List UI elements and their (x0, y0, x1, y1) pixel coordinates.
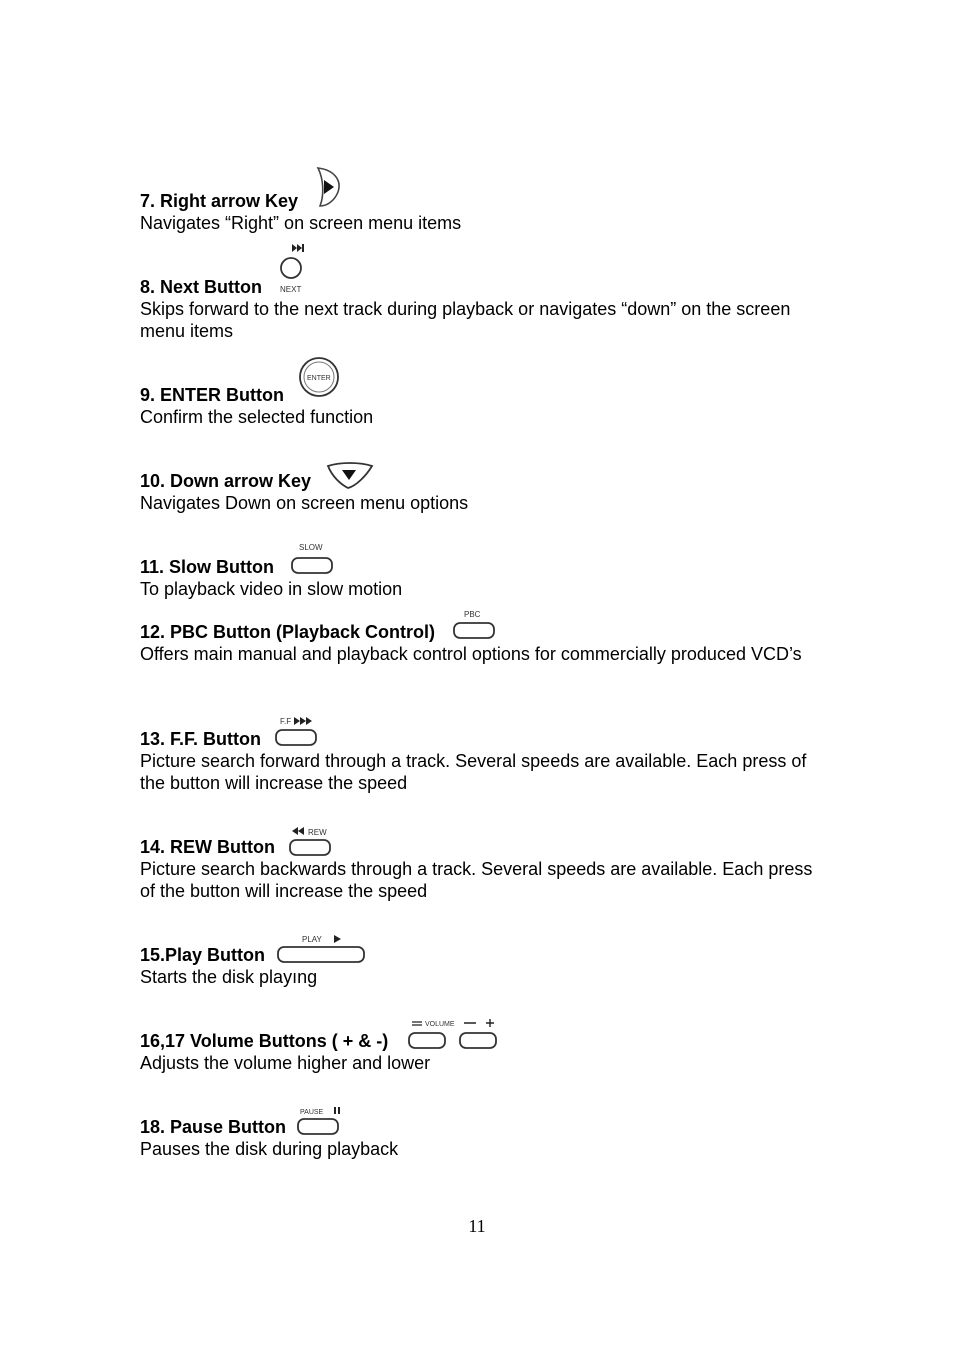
svg-text:ENTER: ENTER (307, 375, 331, 382)
entry-description: To playback video in slow motion (140, 579, 403, 599)
entry-title: 9. ENTER Button (140, 385, 284, 405)
entry-title: 8. Next Button (140, 277, 263, 297)
play-button-icon (276, 934, 370, 968)
enter-circle-icon (298, 356, 342, 400)
svg-text:SLOW: SLOW (299, 543, 323, 552)
svg-text:NEXT: NEXT (280, 285, 302, 294)
entry-description: Navigates Down on screen menu options (140, 493, 469, 513)
entry-description: Starts the disk playıng (140, 967, 318, 987)
entry-description: Picture search forward through a track. Several speeds are available. Each press of the button will increase the speed (140, 751, 807, 793)
entry-title: 16,17 Volume Buttons ( + & -) (140, 1031, 389, 1051)
entry-title: 7. Right arrow Key (140, 191, 299, 211)
entry-description: Pauses the disk during playback (140, 1139, 399, 1159)
next-circle-icon (278, 240, 312, 296)
entry-title: 18. Pause Button (140, 1117, 287, 1137)
entry-title: 11. Slow Button (140, 557, 275, 577)
svg-text:PAUSE: PAUSE (300, 1109, 324, 1116)
pbc-button-icon (452, 609, 500, 643)
fast-forward-button-icon (274, 716, 322, 750)
entry-description: Navigates “Right” on screen menu items (140, 213, 462, 233)
pause-button-icon (296, 1106, 346, 1140)
entry-description: Picture search backwards through a track. Several speeds are available. Each press of the button will increase the speed (140, 859, 813, 901)
svg-text:F.F: F.F (280, 717, 292, 726)
svg-text:VOLUME: VOLUME (425, 1021, 455, 1028)
svg-text:PBC: PBC (464, 610, 481, 619)
entry-description: Offers main manual and playback control options for commercially produced VCD’s (140, 644, 802, 664)
entry-title: 12. PBC Button (Playback Control) (140, 622, 436, 642)
svg-text:PLAY: PLAY (302, 935, 322, 944)
entry-title: 13. F.F. Button (140, 729, 261, 749)
entry-title: 14. REW Button (140, 837, 275, 857)
page-number: 11 (468, 1216, 486, 1236)
down-arrow-icon (326, 462, 374, 492)
slow-button-icon (290, 542, 338, 578)
entry-description: Adjusts the volume higher and lower (140, 1053, 431, 1073)
svg-text:REW: REW (308, 828, 327, 837)
entry-description: Confirm the selected function (140, 407, 374, 427)
entry-description: Skips forward to the next track during playback or navigates “down” on the screen menu items (140, 299, 791, 341)
right-arrow-circle-icon (312, 166, 342, 210)
rewind-button-icon (288, 826, 340, 860)
volume-buttons-icon (406, 1018, 506, 1054)
entry-title: 10. Down arrow Key (140, 471, 312, 491)
entry-title: 15.Play Button (140, 945, 266, 965)
